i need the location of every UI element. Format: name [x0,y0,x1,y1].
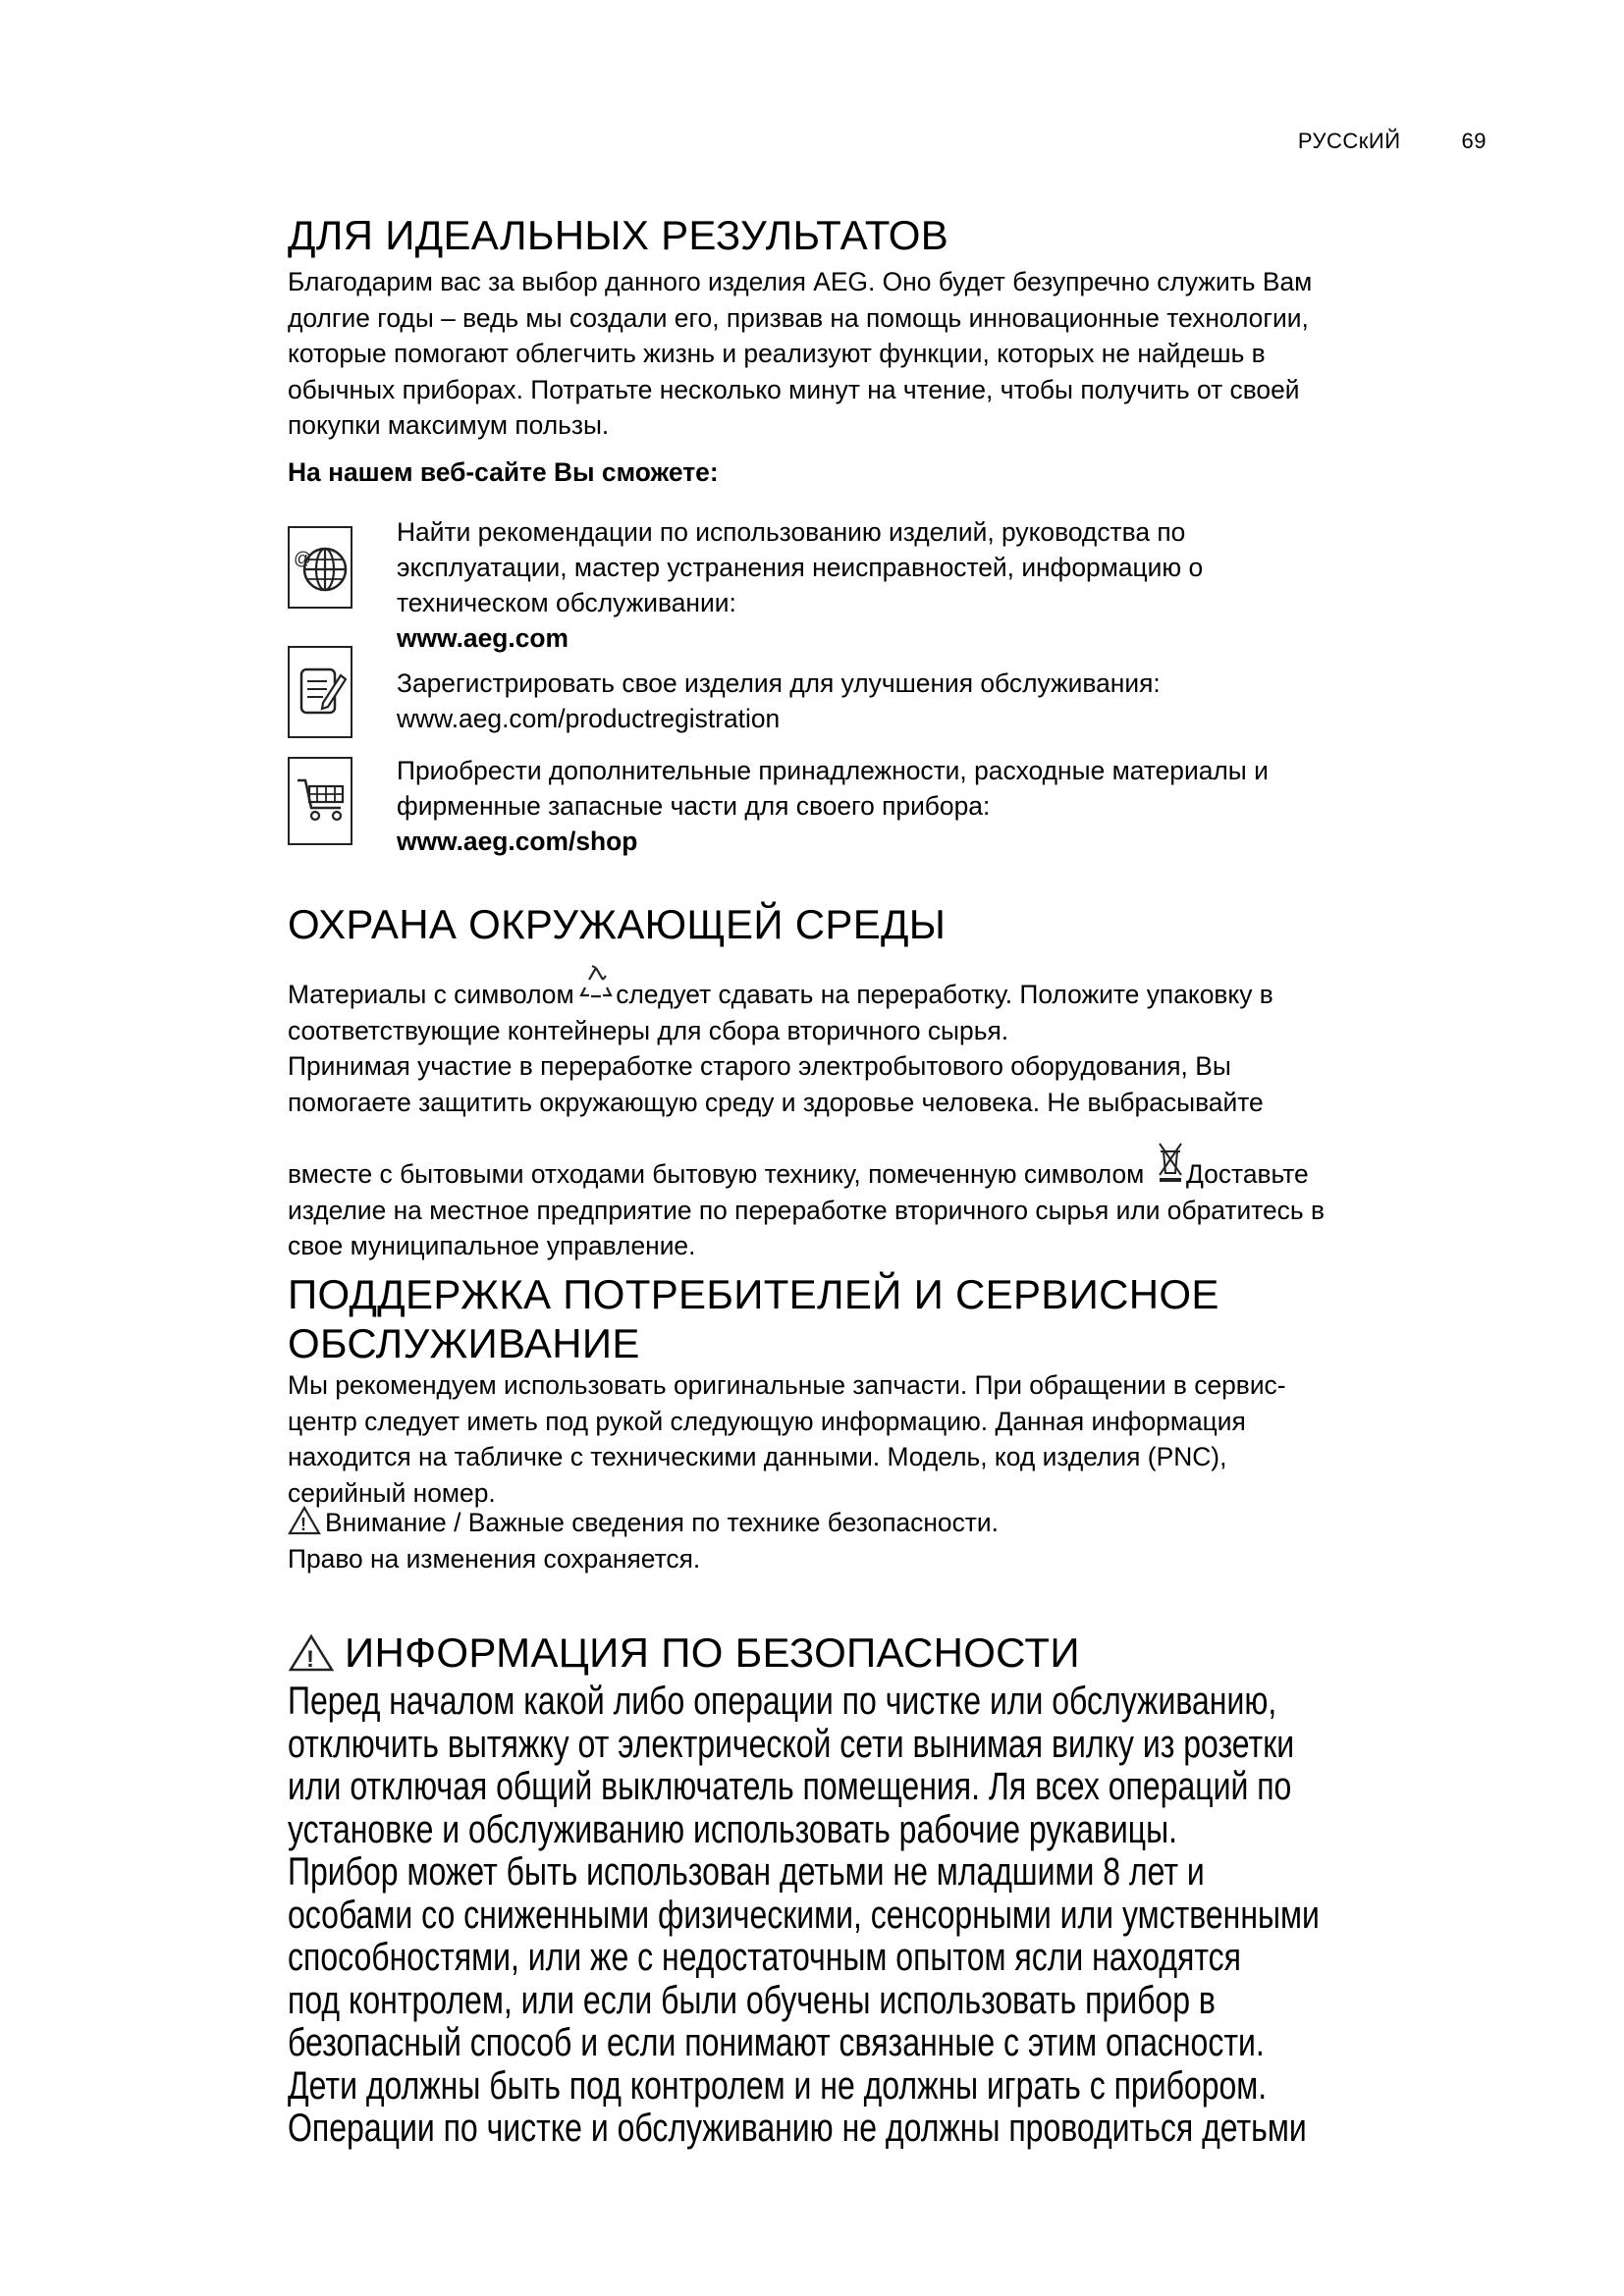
section-safety [288,1629,1578,2151]
safety-line: установке и обслуживанию использовать рабочие рукавицы. [288,1807,1177,1851]
warning-icon [288,1633,335,1673]
safety-line: Перед началом какой либо операции по чистке или обслуживанию, [288,1680,1277,1723]
support-line: Мы рекомендуем использовать оригинальные запчасти. При обращении в сервис- [288,1370,1286,1400]
safety-title-text: ИНФОРМАЦИЯ ПО БЕЗОПАСНОСТИ [345,1629,1080,1676]
section-environment [288,901,1325,1264]
safety-line: Операции по чистке и обслуживанию не должны проводиться детьми [288,2107,1307,2150]
safety-line: или отключая общий выключатель помещения. Ля всех операций по [288,1765,1292,1808]
intro-line: долгие годы – ведь мы создали его, призвав на помощь инновационные технологии, [288,302,1309,333]
support-line: серийный номер. [288,1477,496,1508]
svg-text:@: @ [294,549,312,568]
aeg-website-link[interactable]: www.aeg.com [397,623,569,653]
safety-line: Прибор может быть использован детьми не младшими 8 лет и [288,1850,1205,1894]
environment-line: изделие на местное предприятие по переработке вторичного сырья или обратитесь в [288,1195,1325,1225]
safety-line: отключить вытяжку от электрической сети вынимая вилку из розетки [288,1722,1295,1766]
support-warning-text: Внимание / Важные сведения по технике безопасности. [325,1508,999,1537]
section-title-safety [288,1629,1578,1677]
environment-line [288,1138,1325,1193]
section-perfect-results [288,212,1312,490]
website-item-text [397,514,1203,656]
section-support [288,1271,1286,1576]
recycling-icon [579,964,613,1009]
section-title-environment: ОХРАНА ОКРУЖАЮЩЕЙ СРЕДЫ [288,901,947,947]
intro-line: которые помогают облегчить жизнь и реализуют функции, которых не найдешь в [288,339,1266,368]
environment-line-part: Материалы с символом [288,980,574,1009]
product-registration-link[interactable]: www.aeg.com/productregistration [397,704,781,733]
environment-line: свое муниципальное управление. [288,1231,696,1260]
website-item-text [397,753,1269,859]
website-item-text [397,666,1161,736]
environment-line-part: следует сдавать на переработку. Положите упаковку в [616,980,1273,1009]
intro-line: покупки максимум пользы. [288,410,610,440]
website-heading: На нашем веб-сайте Вы сможете: [288,456,719,487]
support-line: находится на табличке с техническими данными. Модель, код изделия (PNC), [288,1442,1227,1471]
aeg-shop-link[interactable]: www.aeg.com/shop [397,827,638,856]
support-line: центр следует иметь под рукой следующую информацию. Данная информация [288,1406,1246,1436]
section-title-support: ПОДДЕРЖКА ПОТРЕБИТЕЛЕЙ И СЕРВИСНОЕ [288,1271,1219,1317]
safety-line: способностями, или же с недостаточным опытом ясли находятся [288,1936,1241,1979]
item-line: техническом обслуживании: [397,588,736,617]
safety-line: Дети должны быть под контролем и не должны играть с прибором. [288,2063,1268,2108]
environment-line: соответствующие контейнеры для сбора вторичного сырья. [288,1015,1009,1045]
environment-line: Принимая участие в переработке старого электробытового оборудования, Вы [288,1051,1231,1081]
item-line: Приобрести дополнительные принадлежности, расходные материалы и [397,756,1269,785]
shopping-cart-icon [288,757,352,845]
intro-line: Благодарим вас за выбор данного изделия AEG. Оно будет безупречно служить Вам [288,267,1313,296]
globe-icon [288,526,352,609]
safety-line: особами со сниженными физическими, сенсорными или умственными [288,1893,1320,1937]
register-document-icon [288,646,352,738]
page-header [1298,129,1487,154]
safety-line: под контролем, или если были обучены использовать прибор в [288,1978,1216,2022]
warning-icon [288,1506,321,1535]
header-language: РУССкИЙ [1297,129,1401,153]
intro-line: обычных приборах. Потратьте несколько минут на чтение, чтобы получить от своей [288,374,1300,404]
environment-line-part: вместе с бытовыми отходами бытовую технику, помеченную символом [288,1159,1145,1189]
svg-text:!: ! [300,1515,306,1534]
item-line: фирменные запасные части для своего прибора: [397,791,991,821]
section-title-results: ДЛЯ ИДЕАЛЬНЫХ РЕЗУЛЬТАТОВ [288,212,949,258]
section-title-support-2: ОБСЛУЖИВАНИЕ [288,1320,640,1366]
item-line: Зарегистрировать свое изделия для улучшения обслуживания: [397,668,1161,698]
support-warning-line [288,1505,1286,1541]
support-rights-line: Право на изменения сохраняется. [288,1543,701,1574]
crossed-bin-icon [1156,1138,1185,1187]
svg-text:!: ! [306,1646,315,1673]
item-line: Найти рекомендации по использованию изделий, руководства по [397,517,1186,547]
safety-body [288,1681,1320,2151]
header-page-number: 69 [1461,129,1487,153]
environment-line [288,964,1325,1013]
item-line: эксплуатации, мастер устранения неисправностей, информацию о [397,553,1204,582]
environment-line-part: Доставьте [1185,1159,1309,1189]
safety-line: безопасный способ и если понимают связанные с этим опасности. [288,2021,1265,2064]
environment-line: помогаете защитить окружающую среду и здоровье человека. Не выбрасывайте [288,1087,1264,1117]
